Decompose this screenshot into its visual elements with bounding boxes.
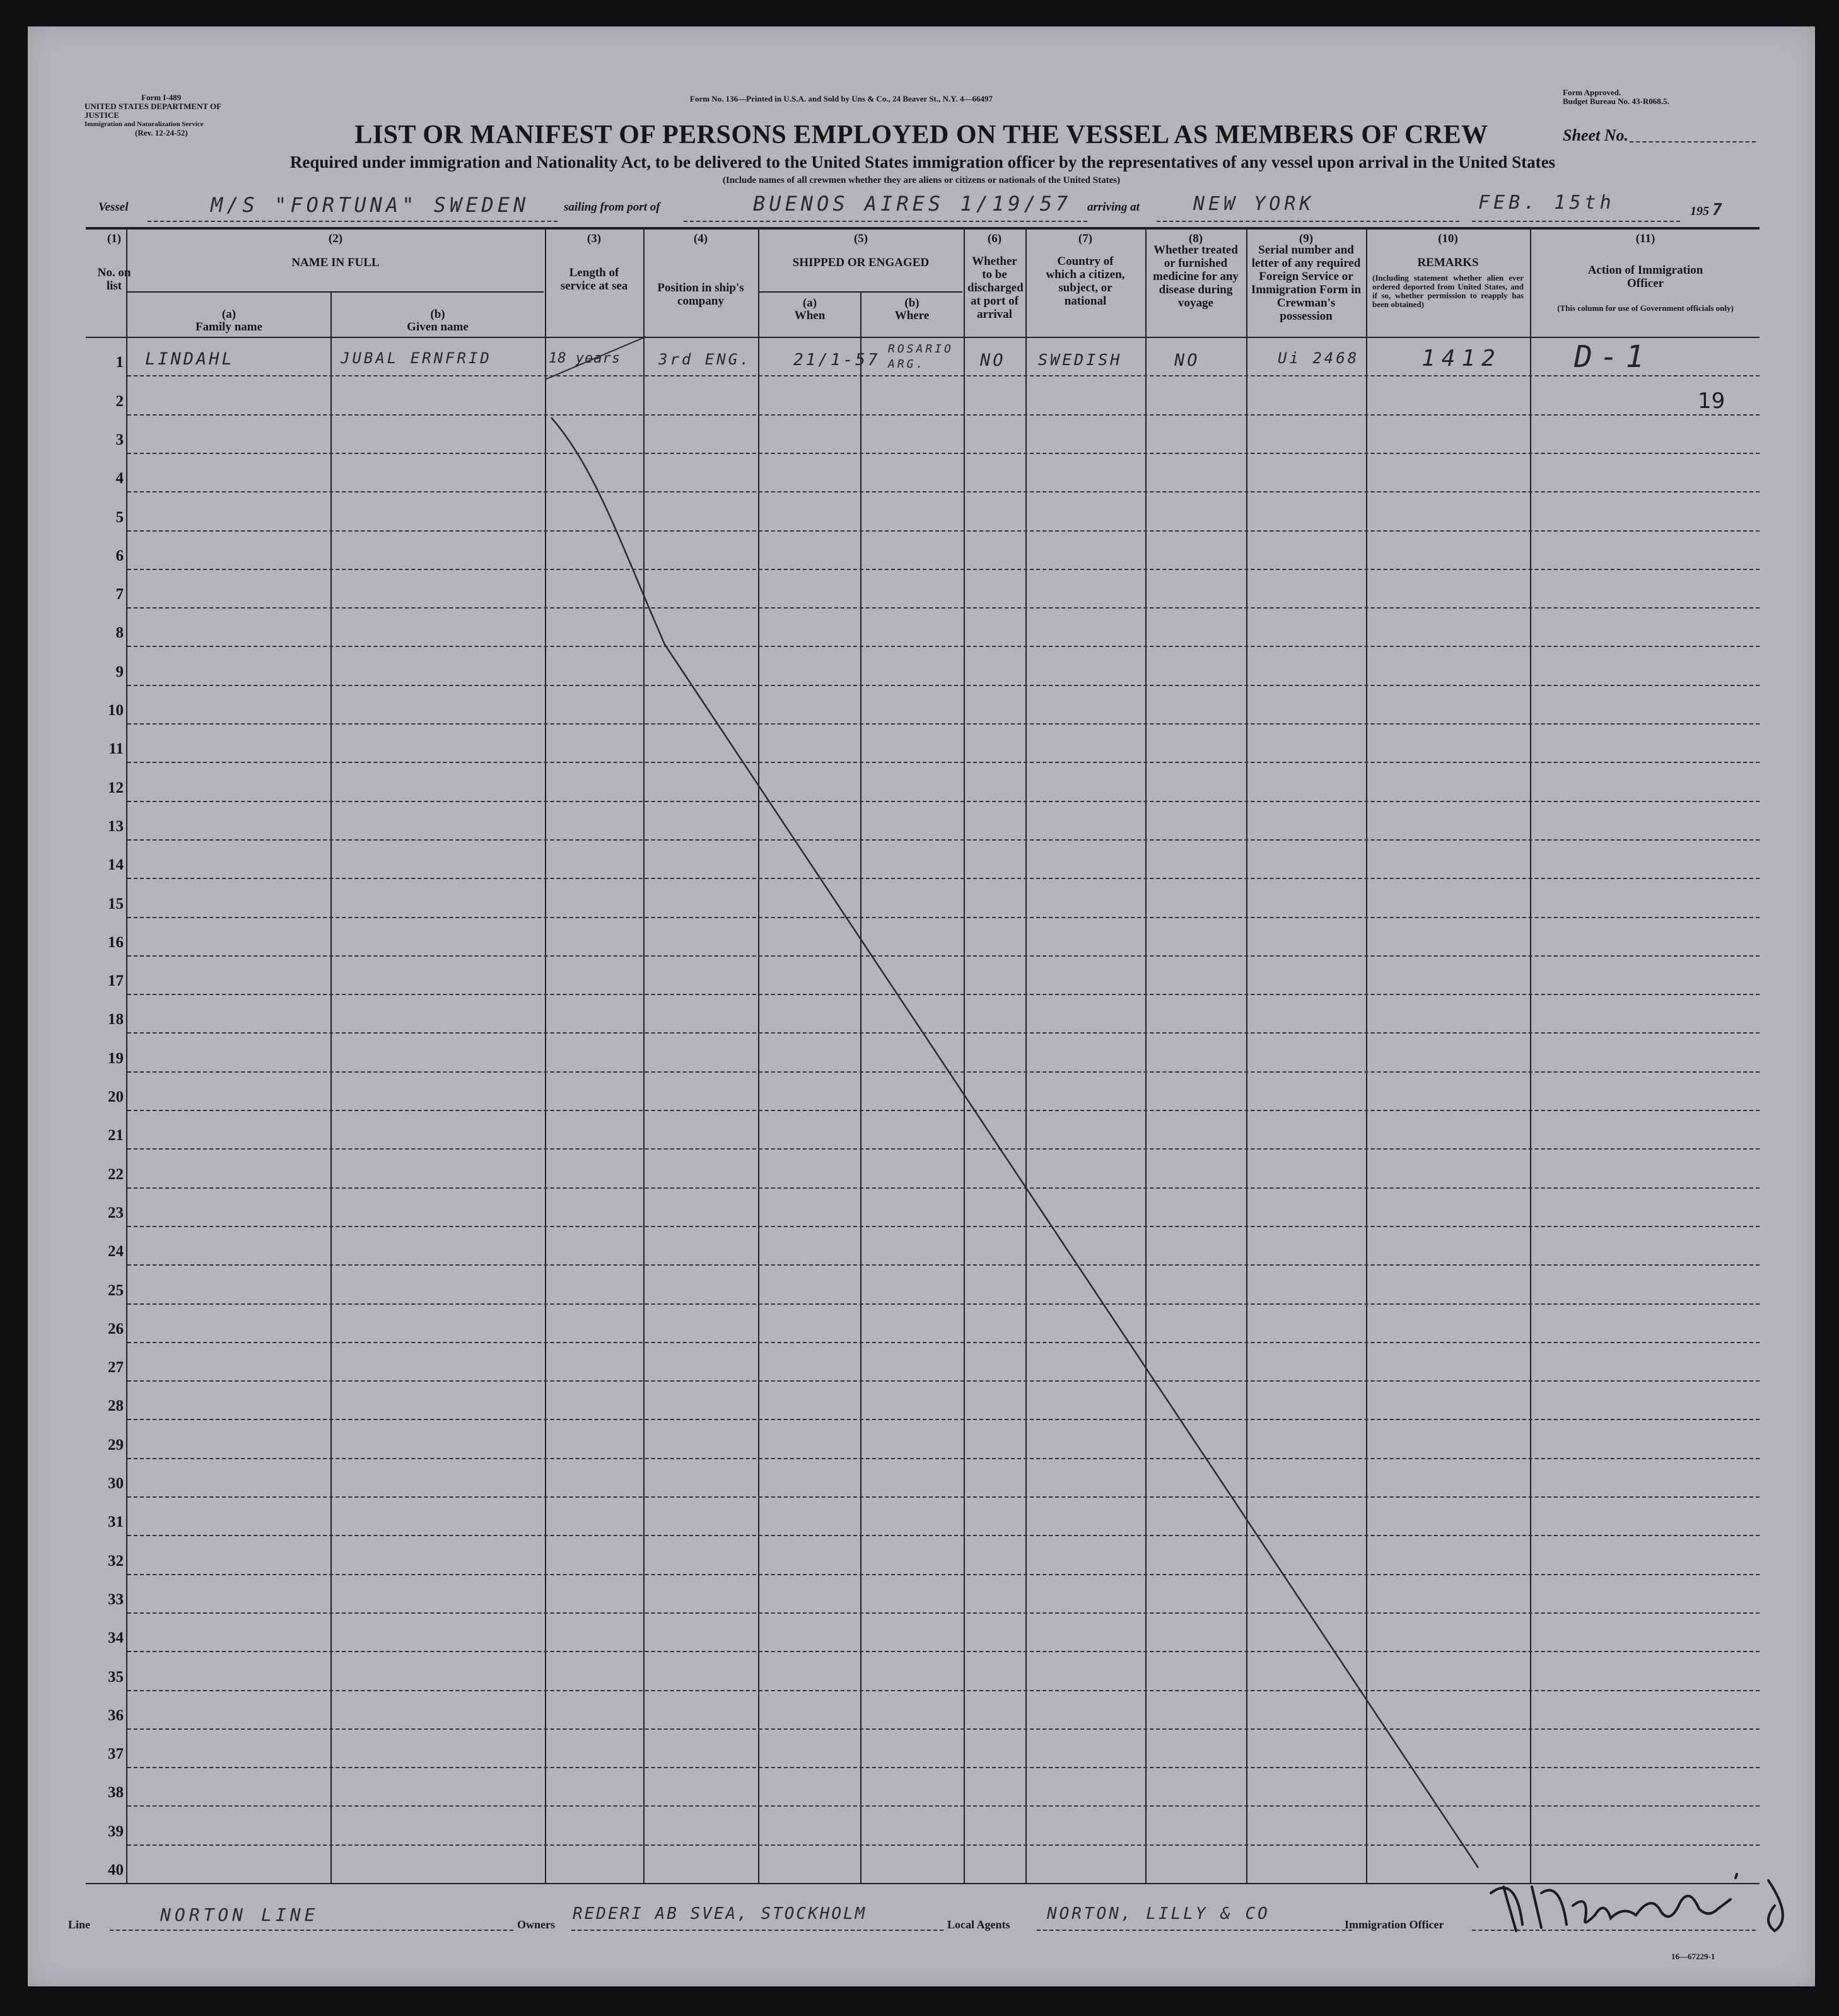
discharged: NO xyxy=(980,351,1006,370)
serial-number: Ui 2468 xyxy=(1278,349,1360,367)
row-number: 39 xyxy=(108,1822,124,1840)
given-name: JUBAL ERNFRID xyxy=(341,349,492,367)
col5-label: SHIPPED OR ENGAGED xyxy=(792,256,930,269)
owners-value: REDERI AB SVEA, STOCKHOLM xyxy=(573,1904,867,1923)
page-title: LIST OR MANIFEST OF PERSONS EMPLOYED ON THE VESSEL AS MEMBERS OF CREW xyxy=(354,120,1488,149)
row-number: 16 xyxy=(108,933,124,951)
sheet-label: Sheet No. xyxy=(1563,126,1628,144)
medicine: NO xyxy=(1174,351,1200,370)
col5a-num: (a) xyxy=(802,296,817,310)
col5a-label: When xyxy=(794,309,826,322)
agents-value: NORTON, LILLY & CO xyxy=(1047,1904,1270,1923)
row-number: 24 xyxy=(108,1243,124,1261)
row-number: 40 xyxy=(108,1862,124,1879)
departure-port: BUENOS AIRES 1/19/57 xyxy=(753,192,1072,216)
diagonal-line xyxy=(551,417,1478,1868)
department: UNITED STATES DEPARTMENT OF JUSTICE xyxy=(85,102,221,120)
row-number: 6 xyxy=(115,547,124,564)
row-number: 5 xyxy=(115,508,124,526)
col2b-num: (b) xyxy=(430,308,445,321)
owners-label: Owners xyxy=(517,1918,555,1931)
line-value: NORTON LINE xyxy=(160,1904,319,1925)
col6-num: (6) xyxy=(987,232,1002,245)
col8-label: Whether treated or furnished medicine for any disease during voyage xyxy=(1153,243,1239,310)
signature-stroke xyxy=(1491,1874,1783,1931)
row-number: 9 xyxy=(115,663,124,680)
col7-num: (7) xyxy=(1078,232,1093,245)
row-number: 26 xyxy=(108,1320,124,1337)
row-number: 1 xyxy=(115,354,124,371)
row-number: 33 xyxy=(108,1590,124,1608)
vessel-name: M/S "FORTUNA" SWEDEN xyxy=(211,193,530,217)
col6-label: Whether to be discharged at port of arrival xyxy=(967,255,1024,321)
col2a-label: Family name xyxy=(195,320,263,334)
row-number: 22 xyxy=(108,1165,124,1183)
shipped-where: ROSARIO ARG. xyxy=(888,342,954,371)
row-number: 17 xyxy=(108,972,124,990)
col3-label: Length of service at sea xyxy=(560,266,628,293)
row-number: 18 xyxy=(108,1011,124,1028)
row-number: 23 xyxy=(108,1204,124,1221)
col10-num: (10) xyxy=(1438,232,1458,245)
officer-action: D-1 xyxy=(1574,339,1652,375)
row-number: 2 xyxy=(115,392,124,410)
col5b-label: Where xyxy=(894,309,930,322)
col3-num: (3) xyxy=(587,232,602,245)
length-of-service: 18 years xyxy=(549,351,621,366)
col4-num: (4) xyxy=(693,232,708,245)
col9-label: Serial number and letter of any required Foreign Service or Immigration Form in Crewman's possession xyxy=(1251,243,1362,323)
row-number: 36 xyxy=(108,1706,124,1724)
row-number: 10 xyxy=(108,702,124,719)
row-number: 37 xyxy=(108,1745,124,1763)
checkmark-line xyxy=(545,337,646,380)
line-underline xyxy=(110,1930,513,1931)
col11-num: (11) xyxy=(1635,232,1655,245)
approval: Form Approved. xyxy=(1563,88,1621,97)
row-number: 13 xyxy=(108,817,124,835)
owners-underline xyxy=(571,1930,943,1931)
officer-label: Immigration Officer xyxy=(1345,1918,1444,1931)
col8-num: (8) xyxy=(1188,232,1203,245)
row-number: 31 xyxy=(108,1513,124,1531)
country: SWEDISH xyxy=(1038,351,1123,369)
include-note: (Include names of all crewmen whether they are aliens or citizens or nationals of the United States) xyxy=(722,175,1121,185)
row-number: 35 xyxy=(108,1668,124,1686)
form-id: Form I-489 xyxy=(141,93,182,102)
arrival-date: FEB. 15th xyxy=(1478,192,1615,214)
printer-line: Form No. 136—Printed in U.S.A. and Sold by Uns & Co., 24 Beaver St., N.Y. 4—66497 xyxy=(690,94,993,103)
row-number: 3 xyxy=(115,431,124,448)
col2-label: NAME IN FULL xyxy=(291,256,380,269)
row-number: 7 xyxy=(115,586,124,603)
service: Immigration and Naturalization Service xyxy=(85,120,204,128)
col1-num: (1) xyxy=(107,232,122,245)
row-number: 32 xyxy=(108,1552,124,1570)
col2-num: (2) xyxy=(328,232,343,245)
row-number: 14 xyxy=(108,856,124,874)
col11-note: (This column for use of Government officials only) xyxy=(1557,303,1734,313)
row-number: 19 xyxy=(108,1049,124,1067)
col9-num: (9) xyxy=(1299,232,1314,245)
agents-underline xyxy=(1037,1930,1352,1931)
shipped-when: 21/1-57 xyxy=(793,351,880,370)
row-number: 20 xyxy=(108,1088,124,1105)
col2a-num: (a) xyxy=(221,308,236,321)
row-number: 30 xyxy=(108,1475,124,1492)
subtitle: Required under immigration and Nationality Act, to be delivered to the United States immigration officer by the representatives of any vessel upon arrival in the United States xyxy=(289,153,1556,172)
position: 3rd ENG. xyxy=(658,351,752,368)
row-number: 27 xyxy=(108,1359,124,1377)
row-number: 8 xyxy=(115,624,124,642)
arriving-label: arriving at xyxy=(1087,201,1140,214)
col5-num: (5) xyxy=(853,232,868,245)
col2b-label: Given name xyxy=(407,320,469,334)
col5b-num: (b) xyxy=(904,296,920,310)
row-number: 15 xyxy=(108,895,124,912)
cancel-stroke xyxy=(28,26,1815,1986)
form-code: 16—67229-1 xyxy=(1671,1952,1715,1961)
manifest-sheet xyxy=(28,26,1815,1986)
year-value: 7 xyxy=(1712,201,1726,219)
officer-signature xyxy=(1478,1849,1806,1943)
vessel-label: Vessel xyxy=(98,201,129,214)
line-label: Line xyxy=(68,1918,91,1931)
row-number: 25 xyxy=(108,1281,124,1299)
row-number: 12 xyxy=(108,779,124,796)
row-number: 11 xyxy=(108,740,124,758)
family-name: LINDAHL xyxy=(145,349,235,369)
row-number: 21 xyxy=(108,1127,124,1145)
row-number: 29 xyxy=(108,1436,124,1454)
remarks: 1412 xyxy=(1422,346,1502,371)
col10-label: REMARKS xyxy=(1417,256,1479,269)
row-number: 4 xyxy=(115,470,124,487)
arrival-port: NEW YORK xyxy=(1193,193,1315,215)
budget-number: Budget Bureau No. 43-R068.5. xyxy=(1563,96,1669,106)
row-number: 28 xyxy=(108,1397,124,1415)
col11-label: Action of Immigration Officer xyxy=(1587,264,1703,290)
sailing-label: sailing from port of xyxy=(564,201,660,214)
col1-label: No. on list xyxy=(97,266,131,293)
col10-note: (Including statement whether alien ever ordered deported from United States, and if so, whether permission to reapply has been obtained) xyxy=(1372,273,1524,309)
row-number: 38 xyxy=(108,1784,124,1802)
col7-label: Country of which a citizen, subject, or national xyxy=(1046,255,1125,308)
extra-number: 19 xyxy=(1698,388,1725,414)
revision: (Rev. 12-24-52) xyxy=(135,128,188,137)
row-number: 34 xyxy=(108,1629,124,1647)
agents-label: Local Agents xyxy=(947,1918,1010,1931)
col4-label: Position in ship's company xyxy=(657,281,744,308)
year-prefix: 195 xyxy=(1690,204,1709,218)
